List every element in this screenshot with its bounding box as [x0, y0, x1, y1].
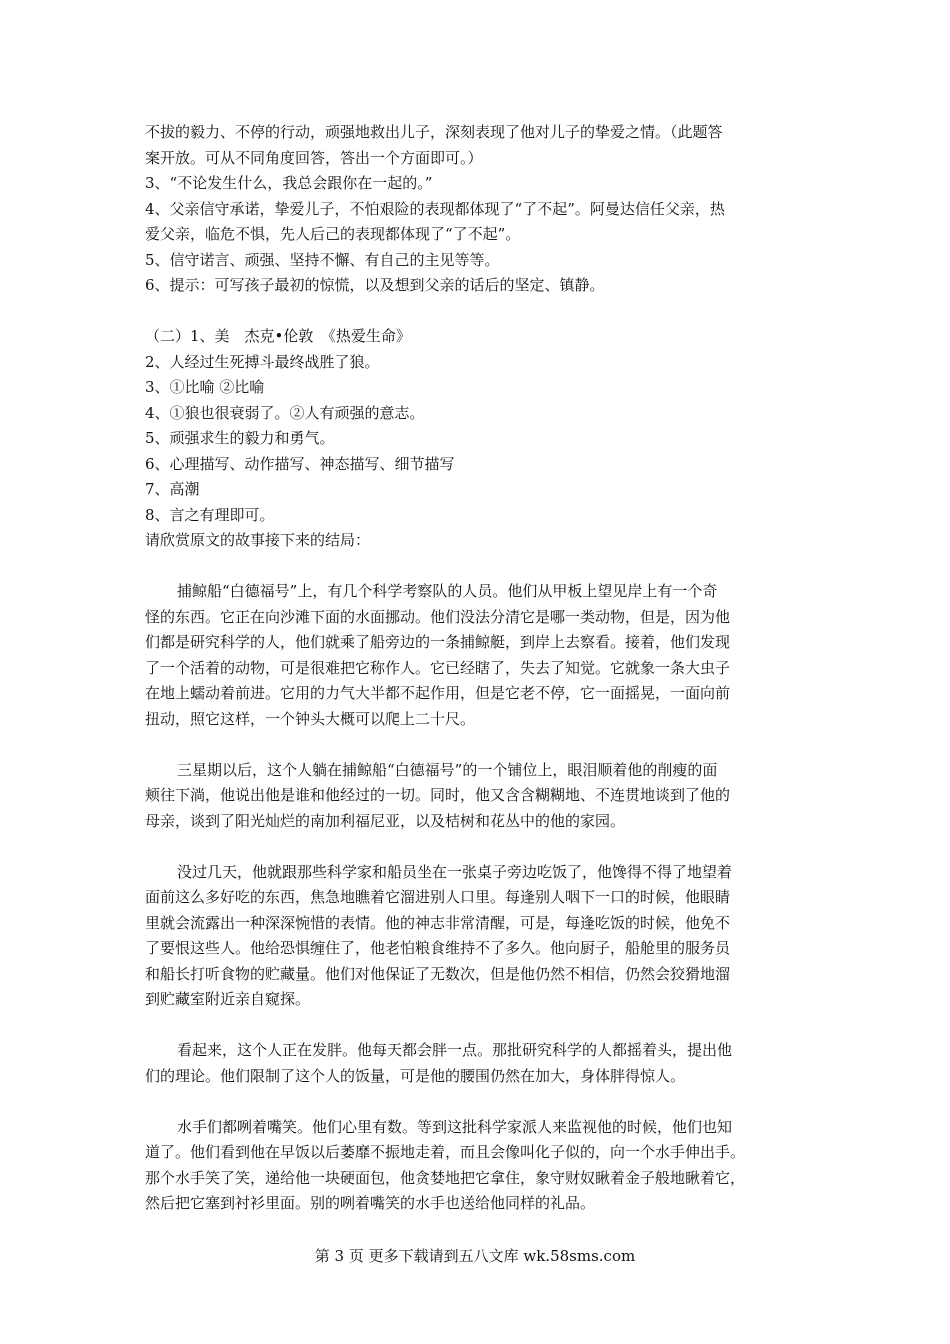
text-line: 请欣赏原文的故事接下来的结局：: [145, 531, 371, 549]
text-line: 3、①比喻 ②比喻: [145, 378, 265, 396]
spacer: [145, 1089, 815, 1115]
text-line: 在地上蠕动着前进。它用的力气大半都不起作用，但是它老不停，它一面摇晃，一面向前: [145, 684, 731, 702]
spacer: [145, 554, 815, 580]
text-line: 里就会流露出一种深深惋惜的表情。他的神志非常清醒，可是，每逢吃饭的时候，他免不: [145, 913, 731, 932]
text-line: 5、信守诺言、顽强、坚持不懈、有自己的主见等等。: [145, 250, 500, 269]
story-paragraph-4: [145, 1038, 815, 1089]
text-line: 三星期以后，这个人躺在捕鲸船“白德福号”的一个铺位上，眼泪顺着他的削瘦的面: [177, 760, 718, 779]
spacer: [145, 299, 815, 325]
story-paragraph-3: [145, 860, 815, 1013]
text-line: 3、“不论发生什么，我总会跟你在一起的。”: [145, 174, 433, 192]
story-paragraph-5: [145, 1115, 815, 1217]
text-line: 捕鲸船“白德福号”上，有几个科学考察队的人员。他们从甲板上望见岸上有一个奇: [177, 582, 718, 600]
text-line: 看起来，这个人正在发胖。他每天都会胖一点。那批研究科学的人都摇着头，提出他: [177, 1041, 733, 1059]
text-line: 2、人经过生死搏斗最终战胜了狼。: [145, 352, 380, 371]
text-line: 那个水手笑了笑，递给他一块硬面包，他贪婪地把它拿住，象守财奴瞅着金子般地瞅着它，: [145, 1168, 746, 1187]
text-line: 母亲，谈到了阳光灿烂的南加利福尼亚，以及桔树和花丛中的他的家园。: [145, 811, 626, 830]
text-line: 怪的东西。它正在向沙滩下面的水面挪动。他们没法分清它是哪一类动物，但是，因为他: [145, 607, 731, 626]
text-line: 水手们都咧着嘴笑。他们心里有数。等到这批科学家派人来监视他的时候，他们也知: [177, 1117, 733, 1136]
text-line: 面前这么多好吃的东西，焦急地瞧着它溜进别人口里。每逢别人咽下一口的时候，他眼睛: [145, 888, 731, 906]
spacer: [145, 834, 815, 860]
text-line: 扭动，照它这样，一个钟头大概可以爬上二十尺。: [145, 709, 476, 728]
story-paragraph-1: [145, 579, 815, 732]
text-line: 到贮藏室附近亲自窥探。: [145, 990, 311, 1008]
text-line: 6、心理描写、动作描写、神态描写、细节描写: [145, 454, 455, 473]
text-line: 颊往下淌，他说出他是谁和他经过的一切。同时，他又含含糊糊地、不连贯地谈到了他的: [145, 786, 731, 804]
text-line: 们的理论。他们限制了这个人的饭量，可是他的腰围仍然在加大，身体胖得惊人。: [145, 1066, 686, 1085]
text-line: 5、顽强求生的毅力和勇气。: [145, 429, 335, 447]
text-line: 们都是研究科学的人，他们就乘了船旁边的一条捕鲸艇，到岸上去察看。接着，他们发现: [145, 633, 731, 651]
text-line: 6、提示：可写孩子最初的惊慌，以及想到父亲的话后的坚定、镇静。: [145, 276, 605, 294]
section-heading: （二）1、美 杰克•伦敦 《热爱生命》: [145, 327, 411, 345]
text-line: 了一个活着的动物，可是很难把它称作人。它已经瞎了，失去了知觉。它就象一条大虫子: [145, 658, 731, 677]
text-line: 4、父亲信守承诺，挚爱儿子，不怕艰险的表现都体现了“了不起”。阿曼达信任父亲，热: [145, 199, 725, 218]
text-line: 道了。他们看到他在早饭以后萎靡不振地走着，而且会像叫化子似的，向一个水手伸出手。: [145, 1143, 746, 1161]
text-line: 和船长打听食物的贮藏量。他们对他保证了无数次，但是他仍然不相信，仍然会狡猾地溜: [145, 964, 731, 983]
spacer: [145, 1013, 815, 1039]
answers-section-2: [145, 324, 815, 554]
text-line: 不拔的毅力、不停的行动，顽强地救出儿子，深刻表现了他对儿子的挚爱之情。（此题答: [145, 123, 723, 141]
text-line: 7、高潮: [145, 480, 200, 498]
text-line: 爱父亲，临危不惧，先人后己的表现都体现了“了不起”。: [145, 225, 521, 243]
page-footer: 第 3 页 更多下载请到五八文库 wk.58sms.com: [314, 1247, 636, 1265]
text-line: 案开放。可从不同角度回答，答出一个方面即可。）: [145, 148, 483, 167]
text-line: 4、①狼也很衰弱了。②人有顽强的意志。: [145, 403, 425, 422]
text-line: 然后把它塞到衬衫里面。别的咧着嘴笑的水手也送给他同样的礼品。: [145, 1194, 596, 1212]
answers-section-1: [145, 120, 815, 299]
page-content: [145, 120, 815, 1217]
text-line: 8、言之有理即可。: [145, 505, 275, 524]
text-line: 了要恨这些人。他给恐惧缠住了，他老怕粮食维持不了多久。他向厨子，船舱里的服务员: [145, 939, 731, 957]
story-paragraph-2: [145, 758, 815, 835]
text-line: 没过几天，他就跟那些科学家和船员坐在一张桌子旁边吃饭了，他馋得不得了地望着: [177, 862, 733, 881]
spacer: [145, 732, 815, 758]
